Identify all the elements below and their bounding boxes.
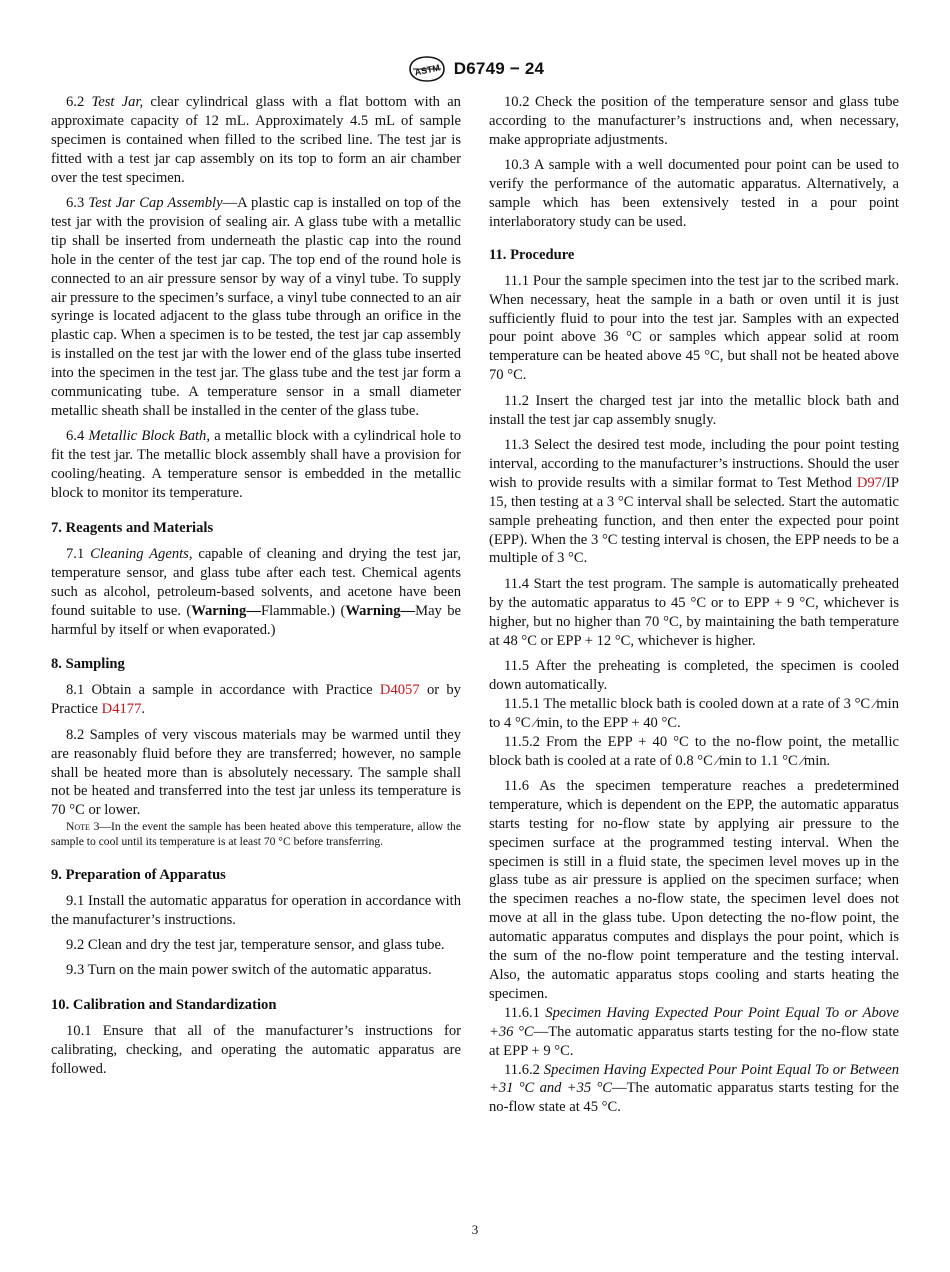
section-10-2: 10.2 Check the position of the temperature sensor and glass tube according to the manufacturer’s instructions and, when necessary, make appropriate adjustments. xyxy=(489,94,899,148)
left-column xyxy=(51,93,461,1085)
page-number: 3 xyxy=(471,1222,479,1237)
section-6-3: 6.3 Test Jar Cap Assembly—A plastic cap is installed on top of the test jar with the provision of sealing air. A glass tube with a metallic tip shall be inserted from underneath the plastic cap into the round hole in the center of the test jar cap. The top end of the round hole is connected to an air pressure sensor by way of a vinyl tube. To supply air pressure to the specimen’s surface, a vinyl tube connected to an air syringe is located adjacent to the glass tube through an orifice in the plastic cap. When a specimen is to be tested, the test jar cap assembly is installed on the test jar with the lower end of the glass tube inserted into the specimen in the test jar. The glass tube and the test jar form a communicating tube. A temperature sensor in a small diameter metallic sheath shall be installed in the center of the glass tube. xyxy=(51,195,461,419)
note-3: Note 3—In the event the sample has been heated above this temperature, allow the sample to cool until its temperature is at least 70 °C before transferring. xyxy=(51,820,461,849)
section-11-6-2: 11.6.2 Specimen Having Expected Pour Point Equal To or Between +31 °C and +35 °C—The automatic apparatus starts testing for the no-flow state at 45 °C. xyxy=(489,1061,899,1116)
link-d97[interactable]: D97 xyxy=(856,474,882,491)
section-9-1: 9.1 Install the automatic apparatus for operation in accordance with the manufacturer’s instructions. xyxy=(51,892,461,928)
section-11-5-2: 11.5.2 From the EPP + 40 °C to the no-flow point, the metallic block bath is cooled at a rate of 0.8 °C ⁄min to 1.1 °C ⁄min. xyxy=(489,733,899,769)
section-11-5-1: 11.5.1 The metallic block bath is cooled down at a rate of 3 °C ⁄min to 4 °C ⁄min, to the EPP + 40 °C. xyxy=(489,695,899,731)
section-8-2: 8.2 Samples of very viscous materials may be warmed until they are reasonably fluid before they are transferred; however, no sample shall be heated more than is absolutely necessary. The sample shall not be heated and transferred into the test jar unless its temperature is 70 °C or lower. xyxy=(51,726,461,819)
heading-procedure: 11. Procedure xyxy=(489,246,575,263)
link-d4057[interactable]: D4057 xyxy=(379,682,420,699)
heading-calibration: 10. Calibration and Standardization xyxy=(51,997,277,1014)
section-6-2: 6.2 Test Jar, clear cylindrical glass with a flat bottom with an approximate capacity of 12 mL. Approximately 4.5 mL of sample specimen is contained when filled to the scribed line. The test jar is fitted with a test jar cap assembly on its top to form an air chamber over the test specimen. xyxy=(51,94,461,186)
section-11-2: 11.2 Insert the charged test jar into the metallic block bath and install the test jar cap assembly snugly. xyxy=(489,392,899,428)
section-11-6: 11.6 As the specimen temperature reaches a predetermined temperature, which is dependent on the EPP, the automatic apparatus starts testing for no-flow state by applying air pressure to the specimen surface at the programmed testing interval. When the specimen is still in a fluid state, the specimen level moves up in the glass tube as air pressure is applied on the specimen surface; when the specimen reaches a no-flow state, the specimen level does not move at all in the glass tube. Upon detecting the no-flow point, the automatic apparatus computes and displays the pour point, which is the sum of the no-flow point temperature and the testing interval. Also, the automatic apparatus stops cooling and starts heating the specimen. xyxy=(489,777,900,1002)
section-11-6-1: 11.6.1 Specimen Having Expected Pour Point Equal To or Above +36 °C—The automatic apparatus starts testing for the no-flow state at EPP + 9 °C. xyxy=(489,1004,899,1059)
heading-reagents: 7. Reagents and Materials xyxy=(51,520,214,537)
section-11-4: 11.4 Start the test program. The sample is automatically preheated by the automatic apparatus to 45 °C or to EPP + 9 °C, whichever is higher, but no higher than 70 °C, by maintaining the bath temperature at 48 °C or EPP + 12 °C, whichever is higher. xyxy=(489,575,899,649)
section-11-1: 11.1 Pour the sample specimen into the test jar to the scribed mark. When necessary, heat the sample in a bath or oven until it is just sufficiently fluid to pour into the test jar. Samples with an expected pour point above 36 °C or samples which appear solid at room temperature can be heated above 45 °C, but shall not be heated above 70 °C. xyxy=(489,272,899,384)
section-7-1: 7.1 Cleaning Agents, capable of cleaning and drying the test jar, temperature sensor, and glass tube after each test. Chemical agents such as alcohol, petroleum-based solvents, and acetone have been found suitable to use. (Warning—Flammable.) (Warning—May be harmful by itself or when evaporated.) xyxy=(51,545,461,638)
heading-sampling: 8. Sampling xyxy=(51,656,125,673)
section-10-3: 10.3 A sample with a well documented pour point can be used to verify the performance of the automatic apparatus. Alternatively, a sample which has been extensively tested in a pour point interlaboratory study can be used. xyxy=(489,157,900,230)
section-9-2: 9.2 Clean and dry the test jar, temperature sensor, and glass tube. xyxy=(66,937,445,954)
document-id: D6749 − 24 xyxy=(453,58,545,78)
page-header xyxy=(0,55,950,83)
section-10-1: 10.1 Ensure that all of the manufacturer’s instructions for calibrating, checking, and operating the automatic apparatus are followed. xyxy=(51,1023,461,1078)
section-8-1: 8.1 Obtain a sample in accordance with Practice D4057 or by Practice D4177. xyxy=(51,682,461,718)
link-d4177[interactable]: D4177 xyxy=(101,701,142,718)
heading-preparation: 9. Preparation of Apparatus xyxy=(51,866,226,883)
section-11-5: 11.5 After the preheating is completed, the specimen is cooled down automatically. xyxy=(489,657,900,693)
astm-logo-icon xyxy=(406,55,448,83)
section-11-3: 11.3 Select the desired test mode, including the pour point testing interval, according to the manufacturer’s instructions. Should the user wish to provide results with a similar format to Test Method D97/IP 15, then testing at a 3 °C interval shall be selected. Start the automatic sample preheating function, and then enter the expected pour point (EPP). When the 3 °C testing interval is chosen, the EPP needs to be a multiple of 3 °C. xyxy=(489,437,900,567)
svg-text:ASTM: ASTM xyxy=(413,62,441,78)
section-9-3: 9.3 Turn on the main power switch of the automatic apparatus. xyxy=(66,962,432,979)
right-column xyxy=(489,93,899,1117)
section-6-4: 6.4 Metallic Block Bath, a metallic block with a cylindrical hole to fit the test jar. The metallic block assembly shall have a provision for cooling/heating. A temperature sensor is embedded in the metallic block to monitor its temperature. xyxy=(51,428,462,502)
